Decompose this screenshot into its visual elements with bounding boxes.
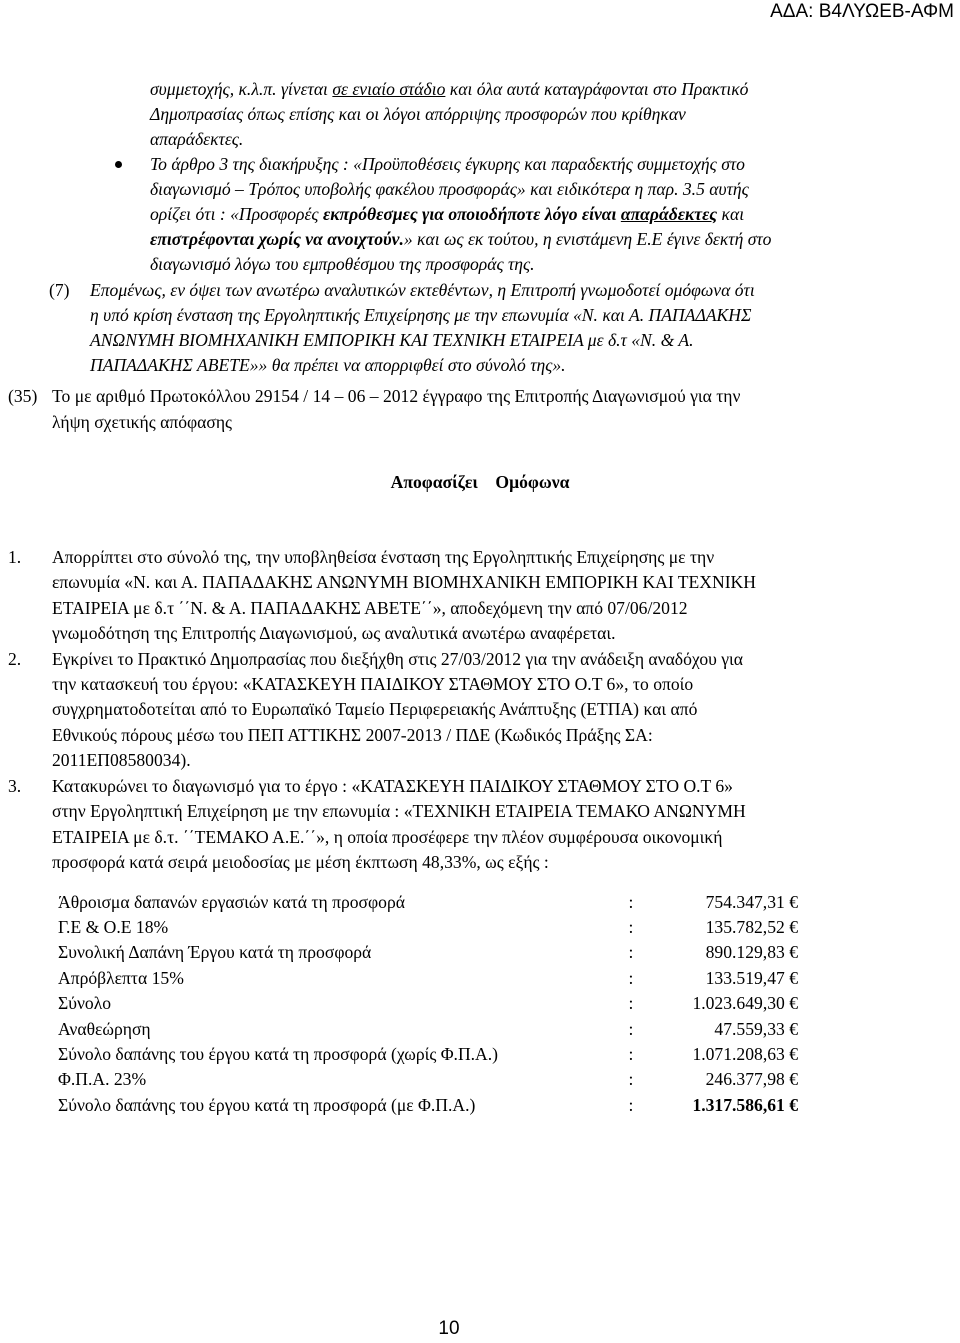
bullet-bold: επιστρέφονται χωρίς να ανοιχτούν. bbox=[150, 229, 404, 249]
page-number: 10 bbox=[438, 1318, 460, 1339]
cost-amount-total: 1.317.586,61 € bbox=[692, 1095, 798, 1115]
cost-separator: : bbox=[628, 1044, 634, 1064]
decision-3-line-4: προσφορά κατά σειρά μειοδοσίας με μέση έκπτωση 48,33%, ως εξής : bbox=[52, 852, 549, 872]
decision-3-line-2: στην Εργοληπτική Επιχείρηση με την επωνυμία : «ΤΕΧΝΙΚΗ ΕΤΑΙΡΕΙΑ ΤΕΜΑΚΟ ΑΝΩΝΥΜΗ bbox=[52, 801, 746, 821]
cost-separator: : bbox=[628, 917, 634, 937]
cost-label: Σύνολο δαπάνης του έργου κατά τη προσφορά (χωρίς Φ.Π.Α.) bbox=[58, 1044, 499, 1064]
decision-3-line-1: Κατακυρώνει το διαγωνισμό για το έργο : «ΚΑΤΑΣΚΕΥΗ ΠΑΙΔΙΚΟΥ ΣΤΑΘΜΟΥ ΣΤΟ Ο.Τ 6» bbox=[52, 776, 733, 796]
decision-title: Αποφασίζει Ομόφωνα bbox=[390, 472, 570, 492]
decision-1-line-4: γνωμοδότηση της Επιτροπής Διαγωνισμού, ως αναλυτικά ανωτέρω αναφέρεται. bbox=[52, 623, 616, 643]
bullet-icon bbox=[115, 161, 122, 168]
continuation-underlined: σε ενιαίο στάδιο bbox=[332, 79, 446, 99]
decision-2-number: 2. bbox=[8, 649, 22, 669]
decision-3-line-3: ΕΤΑΙΡΕΙΑ με δ.τ. ΄΄ΤΕΜΑΚΟ Α.Ε.΄΄», η οποία προσέφερε την πλέον συμφέρουσα οικονομική bbox=[52, 827, 723, 847]
cost-amount: 135.782,52 € bbox=[705, 917, 798, 937]
item-35-number: (35) bbox=[8, 386, 38, 406]
cost-label: Γ.Ε & Ο.Ε 18% bbox=[58, 917, 169, 937]
bullet-line-5: διαγωνισμό λόγω του εμπροθέσμου της προσφοράς της. bbox=[150, 254, 535, 274]
cost-separator: : bbox=[628, 1095, 634, 1115]
cost-label: Φ.Π.Α. 23% bbox=[58, 1069, 147, 1089]
bullet-text: ορίζει ότι : «Προσφορές bbox=[150, 204, 323, 224]
cost-amount: 754.347,31 € bbox=[705, 892, 798, 912]
cost-separator: : bbox=[628, 993, 634, 1013]
cost-separator: : bbox=[628, 1019, 634, 1039]
bullet-line-2: διαγωνισμό – Τρόπος υποβολής φακέλου προσφοράς» και ειδικότερα η παρ. 3.5 αυτής bbox=[150, 179, 749, 199]
item-7-line-3: ΑΝΩΝΥΜΗ ΒΙΟΜΗΧΑΝΙΚΗ ΕΜΠΟΡΙΚΗ ΚΑΙ ΤΕΧΝΙΚΗ ΕΤΑΙΡΕΙΑ με δ.τ «Ν. & Α. bbox=[90, 330, 694, 350]
item-35-line-1: Το με αριθμό Πρωτοκόλλου 29154 / 14 – 06 – 2012 έγγραφο της Επιτροπής Διαγωνισμού για την bbox=[52, 386, 741, 406]
continuation-text: και όλα αυτά καταγράφονται στο Πρακτικό bbox=[445, 79, 749, 99]
cost-amount: 246.377,98 € bbox=[705, 1069, 798, 1089]
cost-separator: : bbox=[628, 892, 634, 912]
cost-amount: 47.559,33 € bbox=[714, 1019, 798, 1039]
cost-amount: 1.071.208,63 € bbox=[692, 1044, 798, 1064]
bullet-text: » και ως εκ τούτου, η ενιστάμενη Ε.Ε έγινε δεκτή στο bbox=[403, 229, 772, 249]
continuation-line-3: απαράδεκτες. bbox=[150, 129, 244, 149]
bullet-bold-underlined: απαράδεκτες bbox=[620, 204, 718, 224]
item-7-line-2: η υπό κρίση ένσταση της Εργοληπτικής Επιχείρησης με την επωνυμία «Ν. και Α. ΠΑΠΑΔΑΚΗΣ bbox=[90, 305, 752, 325]
bullet-text: και bbox=[717, 204, 745, 224]
bullet-line-3 bbox=[150, 203, 744, 225]
cost-amount: 1.023.649,30 € bbox=[692, 993, 798, 1013]
cost-label: Αναθεώρηση bbox=[58, 1019, 151, 1039]
bullet-line-4 bbox=[150, 228, 771, 250]
decision-1-line-1: Απορρίπτει στο σύνολό της, την υποβληθείσα ένσταση της Εργοληπτικής Επιχείρησης με την bbox=[52, 547, 715, 567]
continuation-line-1 bbox=[150, 78, 748, 100]
continuation-line-2: Δημοπρασίας όπως επίσης και οι λόγοι απόρριψης προσφορών που κρίθηκαν bbox=[150, 104, 686, 124]
cost-amount: 133.519,47 € bbox=[705, 968, 798, 988]
cost-label: Σύνολο δαπάνης του έργου κατά τη προσφορά (με Φ.Π.Α.) bbox=[58, 1095, 476, 1115]
cost-label: Σύνολο bbox=[58, 993, 112, 1013]
item-7-number: (7) bbox=[49, 280, 70, 300]
decision-2-line-2: την κατασκευή του έργου: «ΚΑΤΑΣΚΕΥΗ ΠΑΙΔΙΚΟΥ ΣΤΑΘΜΟΥ ΣΤΟ Ο.Τ 6», το οποίο bbox=[52, 674, 694, 694]
decision-2-line-4: Εθνικούς πόρους μέσω του ΠΕΠ ΑΤΤΙΚΗΣ 2007-2013 / ΠΔΕ (Κωδικός Πράξης ΣΑ: bbox=[52, 725, 653, 745]
decision-3-number: 3. bbox=[8, 776, 22, 796]
decision-2-line-5: 2011ΕΠ08580034). bbox=[52, 750, 191, 770]
decision-2-line-1: Εγκρίνει το Πρακτικό Δημοπρασίας που διεξήχθη στις 27/03/2012 για την ανάδειξη αναδόχου για bbox=[52, 649, 743, 669]
bullet-bold: εκπρόθεσμες για οποιοδήποτε λόγο είναι bbox=[322, 204, 621, 224]
continuation-text: συμμετοχής, κ.λ.π. γίνεται bbox=[150, 79, 333, 99]
cost-separator: : bbox=[628, 1069, 634, 1089]
item-35-line-2: λήψη σχετικής απόφασης bbox=[52, 412, 233, 432]
cost-separator: : bbox=[628, 968, 634, 988]
decision-1-line-3: ΕΤΑΙΡΕΙΑ με δ.τ ΄΄Ν. & Α. ΠΑΠΑΔΑΚΗΣ ΑΒΕΤΕ΄΄», αποδεχόμενη την από 07/06/2012 bbox=[52, 598, 688, 618]
ada-code: ΑΔΑ: Β4ΛΥΩΕΒ-ΑΦΜ bbox=[770, 1, 954, 22]
cost-amount: 890.129,83 € bbox=[705, 942, 798, 962]
decision-1-line-2: επωνυμία «Ν. και Α. ΠΑΠΑΔΑΚΗΣ ΑΝΩΝΥΜΗ ΒΙΟΜΗΧΑΝΙΚΗ ΕΜΠΟΡΙΚΗ ΚΑΙ ΤΕΧΝΙΚΗ bbox=[52, 572, 756, 592]
cost-label: Απρόβλεπτα 15% bbox=[58, 968, 184, 988]
decision-2-line-3: συγχρηματοδοτείται από το Ευρωπαϊκό Ταμείο Περιφερειακής Ανάπτυξης (ΕΤΠΑ) και από bbox=[52, 699, 698, 719]
item-7-line-4: ΠΑΠΑΔΑΚΗΣ ΑΒΕΤΕ»» θα πρέπει να απορριφθεί στο σύνολό της». bbox=[90, 355, 566, 375]
cost-label: Άθροισμα δαπανών εργασιών κατά τη προσφορά bbox=[58, 892, 405, 912]
cost-separator: : bbox=[628, 942, 634, 962]
decision-1-number: 1. bbox=[8, 547, 22, 567]
bullet-line-1: Το άρθρο 3 της διακήρυξης : «Προϋποθέσεις έγκυρης και παραδεκτής συμμετοχής στο bbox=[150, 154, 745, 174]
item-7-line-1: Επομένως, εν όψει των ανωτέρω αναλυτικών εκτεθέντων, η Επιτροπή γνωμοδοτεί ομόφωνα ότι bbox=[90, 280, 755, 300]
cost-label: Συνολική Δαπάνη Έργου κατά τη προσφορά bbox=[58, 942, 372, 962]
